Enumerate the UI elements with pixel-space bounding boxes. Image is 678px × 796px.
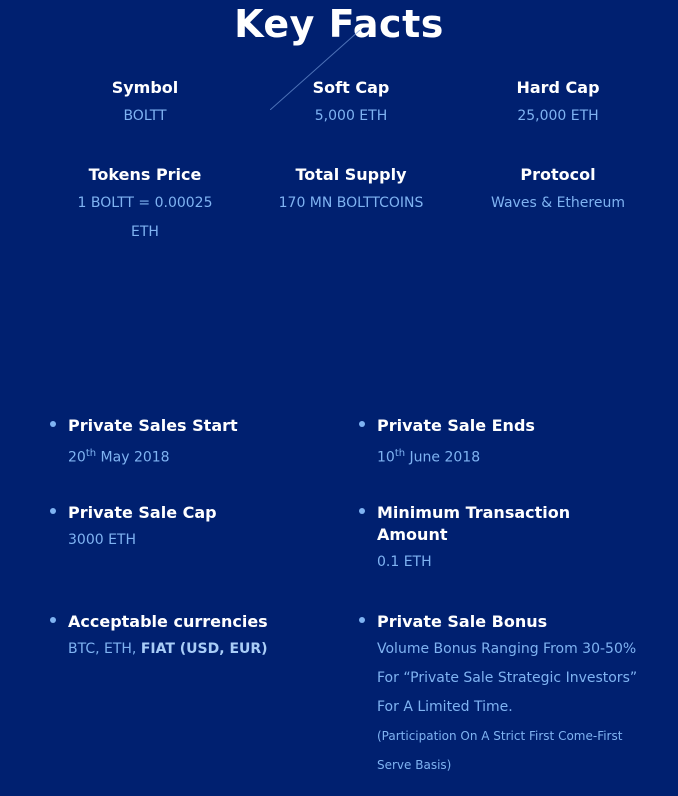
sale-start-label: Private Sales Start <box>68 416 238 435</box>
sale-bonus-note: (Participation On A Strict First Come-First Serve Basis) <box>377 729 623 772</box>
sale-end <box>377 415 647 473</box>
bullet-icon <box>50 421 56 427</box>
fact-hard-cap <box>468 78 648 131</box>
sale-end-label: Private Sale Ends <box>377 416 535 435</box>
bullet-icon <box>50 617 56 623</box>
fact-symbol <box>55 78 235 131</box>
fact-value: 1 BOLTT = 0.00025 ETH <box>77 195 213 240</box>
fact-label: Soft Cap <box>312 78 390 97</box>
fact-tokens-price <box>55 165 235 247</box>
sale-cap-label: Private Sale Cap <box>68 503 217 522</box>
sale-currencies-label: Acceptable currencies <box>68 612 268 631</box>
sale-start <box>68 415 338 473</box>
fact-value: Waves & Ethereum <box>491 195 625 211</box>
sale-end-value: 10th June 2018 <box>377 448 481 466</box>
fact-value: BOLTT <box>123 108 167 124</box>
fact-label: Tokens Price <box>88 165 202 184</box>
sale-currencies <box>68 611 338 664</box>
page-title: Key Facts <box>234 2 444 46</box>
bullet-icon <box>50 508 56 514</box>
fact-value: 170 MN BOLTTCOINS <box>278 195 424 211</box>
sale-bonus-label: Private Sale Bonus <box>377 612 548 631</box>
fact-label: Hard Cap <box>516 78 600 97</box>
fact-total-supply <box>241 165 461 218</box>
bullet-icon <box>359 508 365 514</box>
sale-min-transaction <box>377 502 597 577</box>
sale-cap <box>68 502 338 555</box>
sale-min-value: 0.1 ETH <box>377 554 432 570</box>
sale-bonus-value: Volume Bonus Ranging From 30-50% For “Private Sale Strategic Investors” For A Limited Time. <box>377 641 638 715</box>
fact-value: 25,000 ETH <box>517 108 599 124</box>
fact-protocol <box>458 165 658 218</box>
sale-min-label: Minimum Transaction Amount <box>377 503 571 544</box>
fact-value: 5,000 ETH <box>314 108 388 124</box>
fact-label: Total Supply <box>295 165 407 184</box>
fact-label: Protocol <box>520 165 596 184</box>
sale-currencies-value: BTC, ETH, FIAT (USD, EUR) <box>68 641 268 657</box>
fact-soft-cap <box>261 78 441 131</box>
sale-bonus <box>377 611 642 780</box>
fact-label: Symbol <box>111 78 179 97</box>
bullet-icon <box>359 617 365 623</box>
bullet-icon <box>359 421 365 427</box>
sale-cap-value: 3000 ETH <box>68 532 137 548</box>
sale-start-value: 20th May 2018 <box>68 448 170 466</box>
